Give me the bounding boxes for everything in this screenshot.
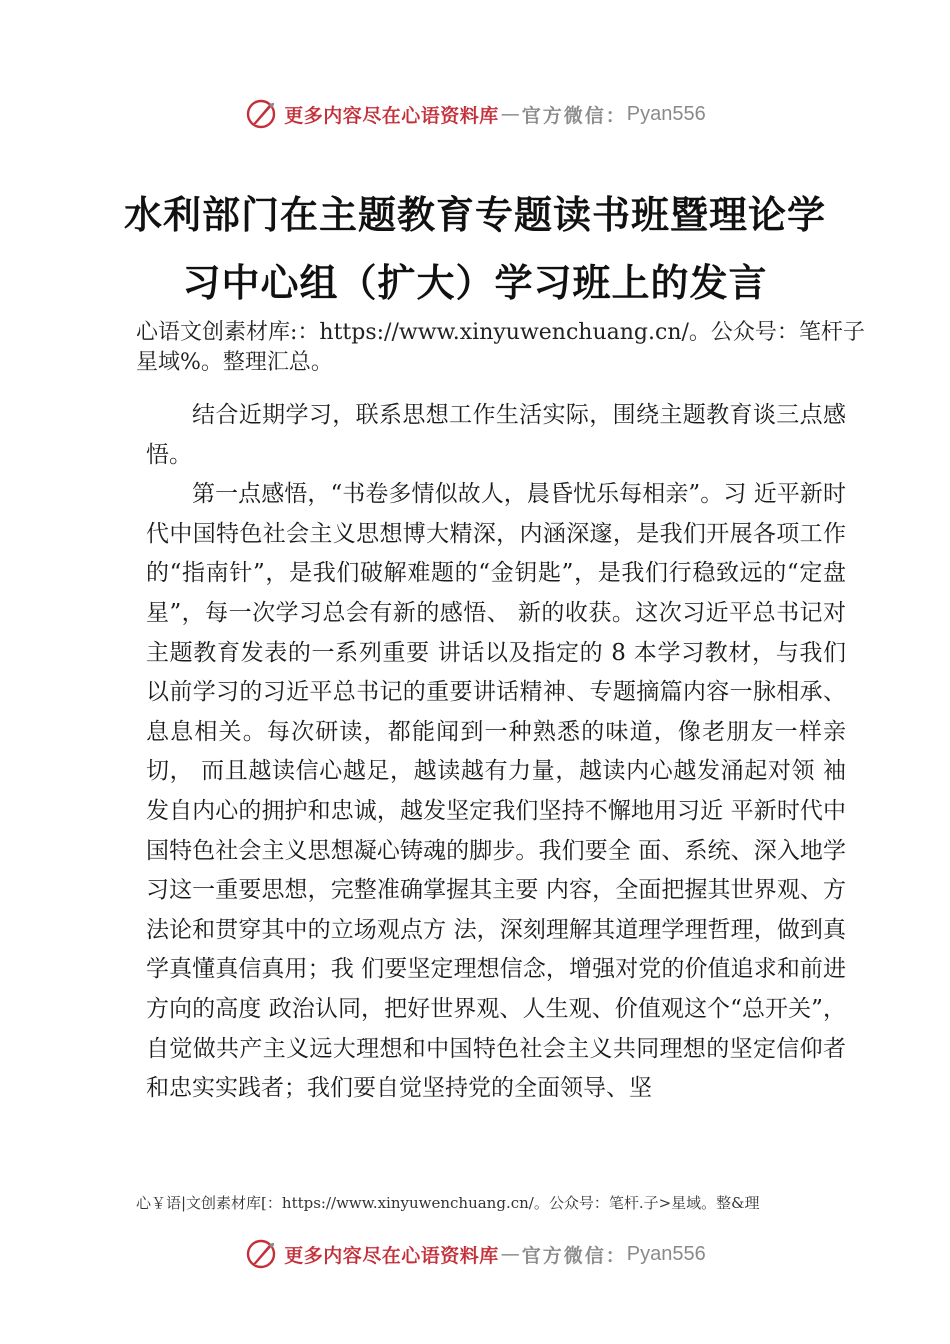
title-line-1: 水利部门在主题教育专题读书班暨理论学 [123, 192, 826, 237]
banner-main-text: 更多内容尽在心语资料库 [284, 1244, 499, 1267]
footer-banner [0, 1232, 950, 1276]
banner-wechat-label: 官方微信： [521, 104, 627, 127]
banner-dash: — [500, 1243, 520, 1265]
document-body [146, 396, 846, 1109]
source-note: 心语文创素材库:：https://www.xinyuwenchuang.cn/。公众号：笔杆子星域%。整理汇总。 [136, 320, 865, 375]
banner-wechat-id: Pyan556 [626, 102, 706, 125]
paragraph: 结合近期学习，联系思想工作生活实际，围绕主题教育谈三点感悟。 [146, 402, 846, 468]
paragraph: 第一点感悟，“书卷多情似故人，晨昏忧乐每相亲”。习 近平新时代中国特色社会主义思想博大精深，内涵深邃，是我们开展各项工作的“指南针”，是我们破解难题的“金钥匙”，是我们行稳致远的“定盘星”，每一次学习总会有新的感悟、 新的收获。这次习近平总书记对主题教育发表的一系列重要 讲话以及指定的 8 本学习教材，与我们以前学习的习近平总书记的重要讲话精神、专题摘篇内容一脉相承、息息相关。每次研读，都能闻到一种熟悉的味道，像老朋友一样亲切， 而且越读信心越足，越读越有力量，越读内心越发涌起对领 袖发自内心的拥护和忠诚，越发坚定我们坚持不懈地用习近 平新时代中国特色社会主义思想凝心铸魂的脚步。我们要全 面、系统、深入地学习这一重要思想，完整准确掌握其主要 内容，全面把握其世界观、方法论和贯穿其中的立场观点方 法，深刻理解其道理学理哲理，做到真学真懂真信真用；我 们要坚定理想信念，增强对党的价值追求和前进方向的高度 政治认同，把好世界观、人生观、价值观这个“总开关”，自觉做共产主义远大理想和中国特色社会主义共同理想的坚定信仰者和忠实实践者；我们要自觉坚持党的全面领导、坚 [146, 481, 846, 1102]
banner-dash: — [500, 103, 520, 125]
header-banner [0, 92, 950, 136]
banner-wechat-label: 官方微信： [521, 1244, 627, 1267]
banner-main-text: 更多内容尽在心语资料库 [284, 104, 499, 127]
title-line-2: 习中心组（扩大）学习班上的发言 [182, 260, 768, 305]
footer-source-note: 心￥语|文创素材库[：https://www.xinyuwenchuang.cn/。公众号：笔杆.子>星域。整&理 [136, 1194, 760, 1212]
quill-logo-icon [244, 1237, 278, 1271]
banner-wechat-id: Pyan556 [626, 1242, 706, 1265]
quill-logo-icon [244, 97, 278, 131]
